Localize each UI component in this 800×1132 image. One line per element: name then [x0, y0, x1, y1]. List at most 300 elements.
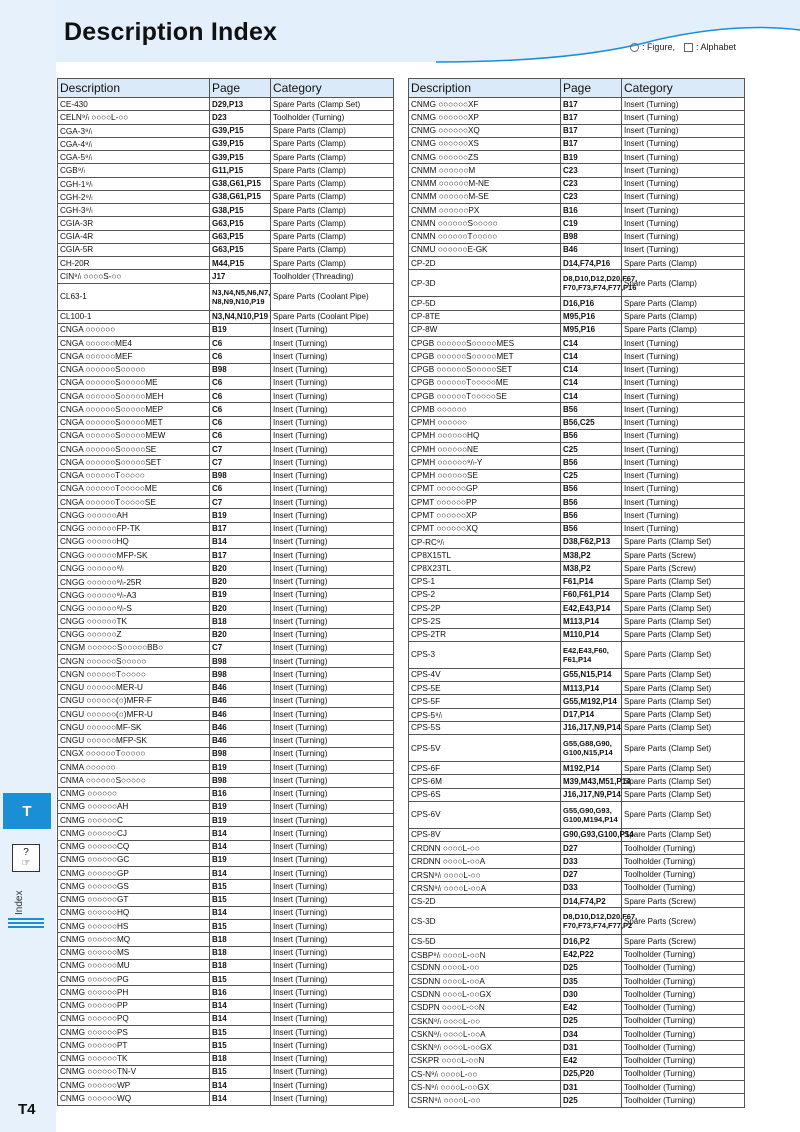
hand-pointer-icon: ☞	[21, 858, 31, 869]
page-cell: C14	[561, 363, 622, 376]
page-cell: G38,P15	[210, 204, 271, 217]
category-cell: Toolholder (Turning)	[622, 1041, 745, 1054]
table-row	[58, 1039, 394, 1052]
page-cell: G39,P15	[210, 151, 271, 164]
category-cell: Insert (Turning)	[271, 946, 394, 959]
table-row	[58, 920, 394, 933]
category-cell: Insert (Turning)	[271, 906, 394, 919]
description-cell: CPMH ○○○○○○HQ	[409, 429, 561, 442]
table-row	[58, 774, 394, 787]
page-cell: B19	[561, 151, 622, 164]
category-cell: Insert (Turning)	[622, 429, 745, 442]
category-cell: Insert (Turning)	[271, 800, 394, 813]
page-cell: G55,G88,G90, G100,N15,P14	[561, 735, 622, 762]
table-row	[58, 151, 394, 164]
table-row	[58, 880, 394, 893]
table-row	[409, 363, 745, 376]
description-cell: CS-N⁹/ₗ ○○○○L-○○	[409, 1067, 561, 1080]
page-cell: B19	[210, 588, 271, 601]
category-cell: Spare Parts (Clamp)	[271, 177, 394, 190]
category-cell: Toolholder (Turning)	[622, 855, 745, 868]
category-cell: Insert (Turning)	[271, 416, 394, 429]
category-cell: Spare Parts (Clamp)	[271, 243, 394, 256]
table-row	[409, 961, 745, 974]
category-cell: Spare Parts (Clamp)	[622, 310, 745, 323]
category-cell: Spare Parts (Clamp)	[271, 230, 394, 243]
category-cell: Insert (Turning)	[271, 694, 394, 707]
page-number: T4	[18, 1101, 36, 1118]
description-cell: CNMG ○○○○○○	[58, 787, 210, 800]
table-row	[409, 549, 745, 562]
category-cell: Spare Parts (Clamp Set)	[622, 588, 745, 601]
description-cell: CNGA ○○○○○○MEF	[58, 350, 210, 363]
table-row	[409, 522, 745, 535]
column-header-category: Category	[271, 79, 394, 98]
description-cell: CPMH ○○○○○○	[409, 416, 561, 429]
description-cell: CNGG ○○○○○○Z	[58, 628, 210, 641]
category-cell: Insert (Turning)	[622, 469, 745, 482]
page-cell: B98	[210, 747, 271, 760]
description-cell: CNGA ○○○○○○S○○○○○MET	[58, 416, 210, 429]
category-cell: Spare Parts (Clamp)	[271, 217, 394, 230]
table-row	[58, 933, 394, 946]
page-cell: B56	[561, 429, 622, 442]
description-cell: CP-8W	[409, 323, 561, 336]
table-row	[409, 641, 745, 668]
description-cell: CNGA ○○○○○○T○○○○○	[58, 469, 210, 482]
page-cell: J16,J17,N9,P14	[561, 788, 622, 801]
page-cell: G55,N15,P14	[561, 668, 622, 681]
category-cell: Insert (Turning)	[271, 1039, 394, 1052]
table-row	[58, 111, 394, 124]
description-cell: CRDNN ○○○○L-○○	[409, 842, 561, 855]
description-cell: CNGA ○○○○○○S○○○○○ME	[58, 376, 210, 389]
description-cell: CNGG ○○○○○○TK	[58, 615, 210, 628]
page-cell: B56	[561, 403, 622, 416]
category-cell: Insert (Turning)	[622, 217, 745, 230]
table-row	[58, 800, 394, 813]
category-cell: Insert (Turning)	[271, 337, 394, 350]
description-cell: CNGA ○○○○○○S○○○○○SE	[58, 443, 210, 456]
description-cell: CGH-3⁹/ₗ	[58, 204, 210, 217]
legend-alphabet-text: : Alphabet	[695, 42, 736, 52]
page-cell: N3,N4,N10,P19	[210, 310, 271, 323]
description-cell: CNMG ○○○○○○GS	[58, 880, 210, 893]
table-row	[409, 1028, 745, 1041]
table-row	[58, 137, 394, 150]
description-cell: CSKPR ○○○○L-○○N	[409, 1054, 561, 1067]
index-table-right	[408, 78, 745, 1108]
description-cell: CNMG ○○○○○○PG	[58, 973, 210, 986]
description-cell: CNMG ○○○○○○MS	[58, 946, 210, 959]
description-cell: CPS-5⁹/ₗ	[409, 708, 561, 721]
category-cell: Insert (Turning)	[622, 456, 745, 469]
description-cell: CGH-1⁹/ₗ	[58, 177, 210, 190]
page-cell: B20	[210, 562, 271, 575]
category-cell: Insert (Turning)	[271, 641, 394, 654]
page-cell: C6	[210, 482, 271, 495]
table-row	[409, 257, 745, 270]
page-cell: B14	[210, 867, 271, 880]
description-cell: CP-5D	[409, 297, 561, 310]
table-row	[58, 787, 394, 800]
table-row	[409, 762, 745, 775]
category-cell: Spare Parts (Screw)	[622, 908, 745, 935]
page-cell: B98	[210, 668, 271, 681]
category-cell: Insert (Turning)	[271, 708, 394, 721]
table-row	[409, 775, 745, 788]
page-cell: E42,P22	[561, 948, 622, 961]
description-cell: CGIA-5R	[58, 243, 210, 256]
category-cell: Insert (Turning)	[271, 827, 394, 840]
page-cell: C14	[561, 376, 622, 389]
category-cell: Toolholder (Turning)	[271, 111, 394, 124]
page-cell: B56,C25	[561, 416, 622, 429]
table-row	[58, 747, 394, 760]
page-cell: M44,P15	[210, 257, 271, 270]
page-cell: D25	[561, 961, 622, 974]
page-cell: C25	[561, 443, 622, 456]
description-cell: CNGA ○○○○○○S○○○○○MEH	[58, 390, 210, 403]
page-cell: C23	[561, 190, 622, 203]
table-row	[58, 283, 394, 310]
table-row	[58, 814, 394, 827]
description-cell: CNMG ○○○○○○CJ	[58, 827, 210, 840]
help-box[interactable]	[12, 844, 40, 872]
table-row	[409, 151, 745, 164]
description-cell: CNMG ○○○○○○CQ	[58, 840, 210, 853]
description-cell: CSKN⁹/ₗ ○○○○L-○○GX	[409, 1041, 561, 1054]
category-cell: Spare Parts (Clamp)	[271, 257, 394, 270]
category-cell: Insert (Turning)	[622, 124, 745, 137]
table-row	[58, 257, 394, 270]
table-row	[409, 337, 745, 350]
category-cell: Toolholder (Turning)	[622, 961, 745, 974]
column-header-page: Page	[210, 79, 271, 98]
page-cell: G38,G61,P15	[210, 177, 271, 190]
table-row	[58, 1092, 394, 1105]
table-row	[58, 959, 394, 972]
category-cell: Insert (Turning)	[271, 880, 394, 893]
table-row	[409, 429, 745, 442]
page-cell: C7	[210, 496, 271, 509]
table-row	[58, 376, 394, 389]
table-row	[409, 1067, 745, 1080]
category-cell: Spare Parts (Clamp Set)	[622, 535, 745, 548]
category-cell: Spare Parts (Coolant Pipe)	[271, 283, 394, 310]
category-cell: Insert (Turning)	[271, 496, 394, 509]
table-row	[409, 1081, 745, 1094]
description-cell: CSKN⁹/ₗ ○○○○L-○○A	[409, 1028, 561, 1041]
category-cell: Insert (Turning)	[271, 681, 394, 694]
description-cell: CPMH ○○○○○○SE	[409, 469, 561, 482]
category-cell: Insert (Turning)	[271, 615, 394, 628]
table-row	[409, 111, 745, 124]
description-cell: CNGU ○○○○○○MF-SK	[58, 721, 210, 734]
category-cell: Insert (Turning)	[622, 522, 745, 535]
category-cell: Toolholder (Turning)	[622, 1067, 745, 1080]
category-cell: Insert (Turning)	[271, 959, 394, 972]
description-cell: CNMG ○○○○○○PQ	[58, 1012, 210, 1025]
page-cell: E42	[561, 1001, 622, 1014]
category-cell: Insert (Turning)	[271, 443, 394, 456]
category-cell: Toolholder (Turning)	[622, 948, 745, 961]
category-cell: Insert (Turning)	[271, 999, 394, 1012]
description-cell: CNMG ○○○○○○HQ	[58, 906, 210, 919]
category-cell: Insert (Turning)	[271, 1092, 394, 1105]
table-header-row	[409, 79, 745, 98]
page-cell: B18	[210, 1052, 271, 1065]
category-cell: Insert (Turning)	[271, 575, 394, 588]
question-mark: ?	[23, 847, 29, 858]
table-row	[58, 999, 394, 1012]
table-row	[409, 323, 745, 336]
table-row	[58, 535, 394, 548]
page-cell: B46	[210, 734, 271, 747]
description-cell: CNMM ○○○○○○M-NE	[409, 177, 561, 190]
category-cell: Toolholder (Turning)	[622, 1054, 745, 1067]
page-cell: M95,P16	[561, 323, 622, 336]
column-header-category: Category	[622, 79, 745, 98]
category-cell: Insert (Turning)	[271, 602, 394, 615]
page-cell: G55,M192,P14	[561, 695, 622, 708]
category-cell: Insert (Turning)	[271, 761, 394, 774]
page-cell: C7	[210, 641, 271, 654]
table-row	[58, 403, 394, 416]
page-cell: D25,P20	[561, 1067, 622, 1080]
table-row	[58, 575, 394, 588]
category-cell: Insert (Turning)	[271, 1026, 394, 1039]
category-cell: Insert (Turning)	[271, 1079, 394, 1092]
description-cell: CNMG ○○○○○○XF	[409, 98, 561, 111]
category-cell: Insert (Turning)	[271, 668, 394, 681]
table-row	[58, 694, 394, 707]
description-cell: CNMM ○○○○○○M-SE	[409, 190, 561, 203]
category-cell: Insert (Turning)	[622, 98, 745, 111]
category-cell: Insert (Turning)	[622, 482, 745, 495]
description-cell: CIN⁹/ₗ ○○○○S-○○	[58, 270, 210, 283]
category-cell: Spare Parts (Clamp Set)	[622, 708, 745, 721]
category-cell: Insert (Turning)	[622, 177, 745, 190]
table-row	[58, 827, 394, 840]
table-row	[409, 177, 745, 190]
table-row	[58, 840, 394, 853]
description-cell: CPS-4V	[409, 668, 561, 681]
page-cell: B14	[210, 535, 271, 548]
page-cell: B56	[561, 522, 622, 535]
category-cell: Insert (Turning)	[271, 1052, 394, 1065]
description-cell: CPS-5F	[409, 695, 561, 708]
description-cell: CRDNN ○○○○L-○○A	[409, 855, 561, 868]
table-row	[58, 721, 394, 734]
page-cell: F60,F61,P14	[561, 588, 622, 601]
page-cell: B19	[210, 323, 271, 336]
description-cell: CNMG ○○○○○○C	[58, 814, 210, 827]
table-row	[409, 137, 745, 150]
category-cell: Insert (Turning)	[271, 973, 394, 986]
table-row	[58, 641, 394, 654]
description-cell: CNGA ○○○○○○S○○○○○	[58, 363, 210, 376]
page-cell: B20	[210, 575, 271, 588]
table-row	[409, 988, 745, 1001]
description-cell: CNMG ○○○○○○WP	[58, 1079, 210, 1092]
table-row	[58, 655, 394, 668]
description-cell: CPS-3	[409, 641, 561, 668]
page-cell: B15	[210, 1065, 271, 1078]
page-cell: B17	[561, 111, 622, 124]
index-side-label: Index	[14, 890, 25, 915]
table-row	[409, 297, 745, 310]
table-row	[58, 190, 394, 203]
category-cell: Insert (Turning)	[271, 787, 394, 800]
page-cell: D31	[561, 1041, 622, 1054]
page-cell: B15	[210, 920, 271, 933]
category-cell: Insert (Turning)	[622, 496, 745, 509]
description-cell: CL100-1	[58, 310, 210, 323]
page-cell: D17,P14	[561, 708, 622, 721]
category-cell: Insert (Turning)	[622, 164, 745, 177]
page-cell: G63,P15	[210, 217, 271, 230]
description-cell: CNGG ○○○○○○FP-TK	[58, 522, 210, 535]
description-cell: CRSN⁹/ₗ ○○○○L-○○	[409, 868, 561, 881]
description-cell: CNMG ○○○○○○GP	[58, 867, 210, 880]
page-cell: B14	[210, 840, 271, 853]
category-cell: Spare Parts (Clamp)	[622, 323, 745, 336]
section-tab-t[interactable]: T	[3, 793, 51, 829]
page-cell: B17	[561, 137, 622, 150]
page-cell: C19	[561, 217, 622, 230]
table-row	[58, 443, 394, 456]
table-row	[58, 363, 394, 376]
page-cell: G11,P15	[210, 164, 271, 177]
table-row	[409, 948, 745, 961]
table-row	[58, 615, 394, 628]
page-cell: D27	[561, 868, 622, 881]
table-row	[409, 416, 745, 429]
category-cell: Toolholder (Turning)	[622, 988, 745, 1001]
category-cell: Insert (Turning)	[622, 137, 745, 150]
category-cell: Insert (Turning)	[622, 403, 745, 416]
category-cell: Spare Parts (Clamp)	[271, 137, 394, 150]
category-cell: Insert (Turning)	[271, 986, 394, 999]
description-cell: CNGA ○○○○○○S○○○○○MEW	[58, 429, 210, 442]
category-cell: Spare Parts (Clamp Set)	[622, 628, 745, 641]
category-cell: Spare Parts (Clamp Set)	[622, 575, 745, 588]
page-cell: C6	[210, 390, 271, 403]
table-row	[58, 98, 394, 111]
page-cell: D35	[561, 975, 622, 988]
page-cell: B56	[561, 482, 622, 495]
category-cell: Spare Parts (Clamp Set)	[622, 775, 745, 788]
description-cell: CNGN ○○○○○○S○○○○○	[58, 655, 210, 668]
page-cell: G63,P15	[210, 230, 271, 243]
page-cell: C6	[210, 429, 271, 442]
description-cell: CNGG ○○○○○○⁹/ₗ-A3	[58, 588, 210, 601]
category-cell: Insert (Turning)	[271, 469, 394, 482]
table-row	[58, 496, 394, 509]
table-row	[58, 734, 394, 747]
description-cell: CNMG ○○○○○○PT	[58, 1039, 210, 1052]
table-row	[409, 217, 745, 230]
category-cell: Insert (Turning)	[271, 721, 394, 734]
page-cell: C14	[561, 350, 622, 363]
table-row	[409, 842, 745, 855]
category-cell: Insert (Turning)	[271, 747, 394, 760]
table-row	[58, 946, 394, 959]
description-cell: CSDNN ○○○○L-○○	[409, 961, 561, 974]
description-cell: CNGA ○○○○○○T○○○○○ME	[58, 482, 210, 495]
page-cell: J17	[210, 270, 271, 283]
table-row	[58, 1052, 394, 1065]
page-cell: C6	[210, 350, 271, 363]
table-row	[58, 668, 394, 681]
description-cell: CGA-3⁹/ₗ	[58, 124, 210, 137]
category-cell: Spare Parts (Clamp)	[622, 257, 745, 270]
page-cell: B14	[210, 999, 271, 1012]
description-cell: CRSN⁹/ₗ ○○○○L-○○A	[409, 881, 561, 894]
page-cell: D33	[561, 855, 622, 868]
table-row	[58, 867, 394, 880]
description-cell: CPMT ○○○○○○PP	[409, 496, 561, 509]
description-cell: CPMT ○○○○○○XQ	[409, 522, 561, 535]
description-cell: CSDPN ○○○○L-○○N	[409, 1001, 561, 1014]
table-row	[409, 615, 745, 628]
page-cell: G90,G93,G100,P14	[561, 828, 622, 841]
description-cell: CPMH ○○○○○○NE	[409, 443, 561, 456]
page-cell: D16,P16	[561, 297, 622, 310]
category-cell: Insert (Turning)	[271, 628, 394, 641]
page-cell: D23	[210, 111, 271, 124]
page-cell: B98	[210, 469, 271, 482]
table-row	[58, 204, 394, 217]
category-cell: Insert (Turning)	[271, 390, 394, 403]
table-row	[409, 270, 745, 297]
description-cell: CNMM ○○○○○○M	[409, 164, 561, 177]
description-cell: CNGA ○○○○○○S○○○○○MEP	[58, 403, 210, 416]
description-cell: CSBP⁹/ₗ ○○○○L-○○N	[409, 948, 561, 961]
page-cell: B98	[210, 655, 271, 668]
page-cell: D33	[561, 881, 622, 894]
table-row	[58, 509, 394, 522]
table-row	[58, 853, 394, 866]
table-row	[409, 1001, 745, 1014]
table-row	[58, 429, 394, 442]
table-row	[58, 1026, 394, 1039]
legend-figure-text: : Figure,	[641, 42, 675, 52]
page-cell: G39,P15	[210, 124, 271, 137]
page-cell: C23	[561, 164, 622, 177]
description-cell: CNMG ○○○○○○MQ	[58, 933, 210, 946]
description-cell: CNMG ○○○○○○PH	[58, 986, 210, 999]
category-cell: Insert (Turning)	[622, 111, 745, 124]
table-row	[409, 230, 745, 243]
column-header-description: Description	[58, 79, 210, 98]
table-row	[58, 416, 394, 429]
page-cell: B46	[210, 681, 271, 694]
table-row	[58, 217, 394, 230]
description-cell: CP-2D	[409, 257, 561, 270]
description-cell: CGA-4⁹/ₗ	[58, 137, 210, 150]
category-cell: Insert (Turning)	[622, 443, 745, 456]
category-cell: Insert (Turning)	[271, 655, 394, 668]
page-cell: B20	[210, 628, 271, 641]
page-cell: M110,P14	[561, 628, 622, 641]
table-row	[58, 243, 394, 256]
table-row	[409, 935, 745, 948]
description-cell: CPMT ○○○○○○XP	[409, 509, 561, 522]
table-row	[409, 243, 745, 256]
table-row	[409, 482, 745, 495]
